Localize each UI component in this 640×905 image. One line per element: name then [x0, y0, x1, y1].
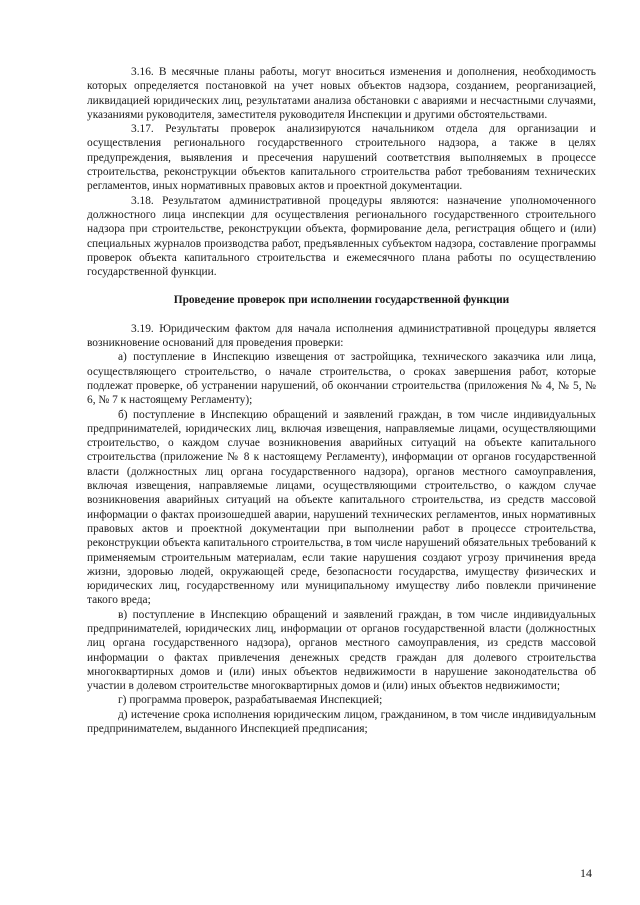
- list-item-g: г) программа проверок, разрабатываемая Инспекцией;: [118, 694, 383, 707]
- paragraph-3-17: 3.17. Результаты проверок анализируются начальником отдела для организации и осуществления регионального государственного строительного надзора, а также в целях предупреждения, выявления и пресечения нарушений соответствия выполняемых в процессе строительства, реконструкции объектов капитального строительства работ требованиям технических регламентов, иных нормативных правовых актов и проектной документации.: [87, 123, 596, 193]
- paragraph-3-19: 3.19. Юридическим фактом для начала исполнения административной процедуры является возникновение оснований для проведения проверки:: [87, 322, 596, 350]
- page-number: 14: [580, 866, 592, 880]
- list-item-b: б) поступление в Инспекцию обращений и заявлений граждан, в том числе индивидуальных предпринимателей, юридических лиц, включая извещения, направляемые лицами, осуществляющими строительство, о каждом случае возникновения аварийных ситуаций на объекте капитального строительства (приложение № 8 к настоящему Регламенту), информации от органов государственной власти (должностных лиц органа государственного надзора), органов местного самоуправления, включая извещения, направляемые лицами, осуществляющими строительство, о каждом случае возникновения аварийных ситуаций на объекте капитального строительства, из средств массовой информации о фактах произошедшей аварии, нарушений технических регламентов, иных нормативных правовых актов и проектной документации при выполнении работ в процессе строительства, реконструкции объекта капитального строительства, в том числе нарушений обязательных требований к применяемым строительным материалам, если такие нарушения создают угрозу причинения вреда жизни, здоровью людей, окружающей среде, безопасности государства, имуществу физических и юридических лиц, государственному или муниципальному имуществу либо повлекли причинение такого вреда;: [87, 408, 596, 607]
- list-item-v: в) поступление в Инспекцию обращений и заявлений граждан, в том числе индивидуальных предпринимателей, юридических лиц, информации от органов государственной власти (должностных лиц органа государственного надзора), органов местного самоуправления, из средств массовой информации о фактах привлечения денежных средств граждан для долевого строительства многоквартирных домов и (или) иных объектов недвижимости в нарушение законодательства об участии в долевом строительстве многоквартирных домов и (или) иных объектов недвижимости;: [87, 608, 596, 693]
- paragraph-3-18: 3.18. Результатом административной процедуры являются: назначение уполномоченного должностного лица инспекции для осуществления регионального государственного строительного надзора при строительстве, реконструкции объекта, формирование дела, регистрация общего и (или) специальных журналов производства работ, предъявленных субъектом надзора, составление программы проверок объекта капитального строительства и ежемесячного плана работы по осуществлению государственной функции.: [87, 194, 596, 279]
- list-item-a: а) поступление в Инспекцию извещения от застройщика, технического заказчика или лица, осуществляющего строительство, о начале строительства, о сроках завершения работ, которые подлежат проверке, об устранении нарушений, об окончании строительства (приложения № 4, № 5, № 6, № 7 к настоящему Регламенту);: [87, 351, 596, 407]
- section-heading: Проведение проверок при исполнении государственной функции: [173, 294, 510, 307]
- list-item-d: д) истечение срока исполнения юридическим лицом, гражданином, в том числе индивидуальным предпринимателем, выданного Инспекцией предписания;: [87, 708, 596, 736]
- document-body: [87, 65, 596, 736]
- paragraph-3-16: 3.16. В месячные планы работы, могут вноситься изменения и дополнения, необходимость которых определяется постановкой на учет новых объектов надзора, созданием, реорганизацией, ликвидацией юридических лиц, результатами анализа обстановки с авариями и несчастными случаями, указаниями руководителя, заместителя руководителя Инспекции и другими обстоятельствами.: [87, 66, 596, 121]
